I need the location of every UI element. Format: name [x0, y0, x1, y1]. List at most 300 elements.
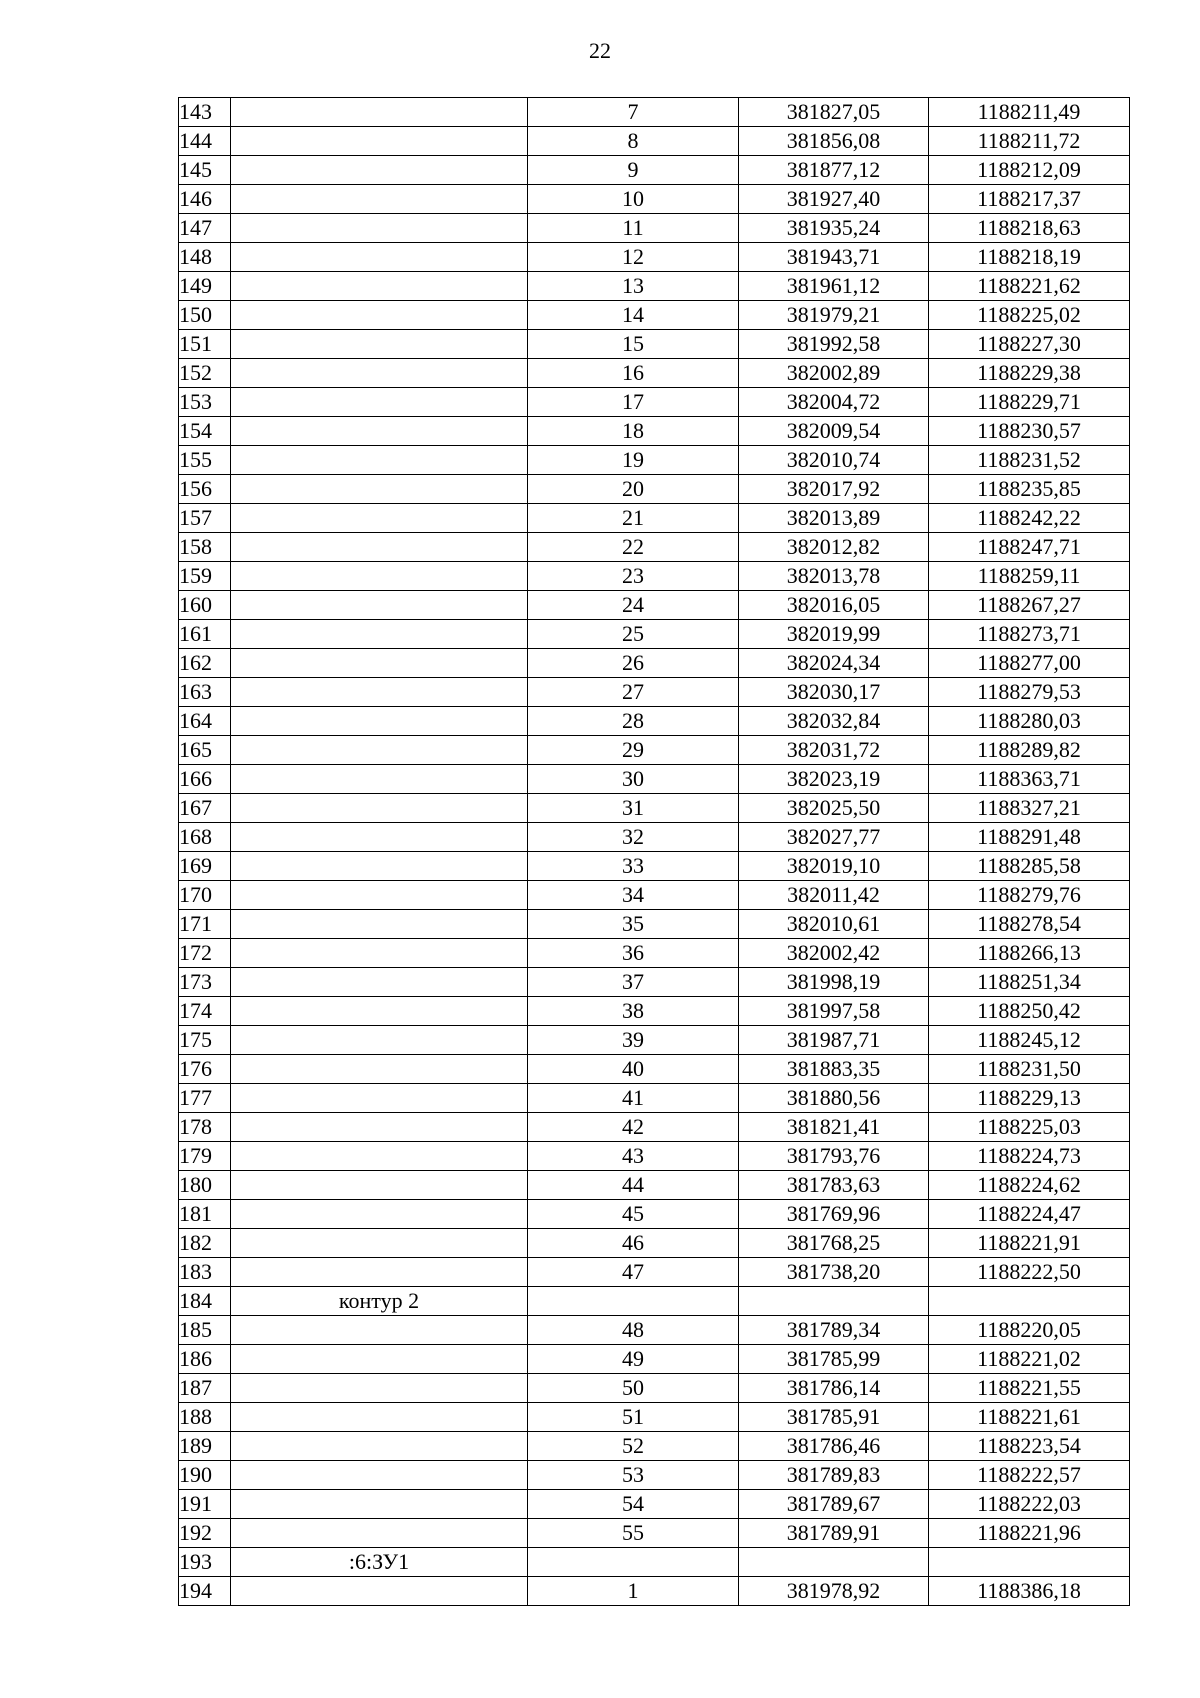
x-coordinate-cell: 382010,61	[739, 910, 929, 939]
row-number-cell: 156	[179, 475, 231, 504]
y-coordinate-cell: 1188223,54	[929, 1432, 1130, 1461]
x-coordinate-cell: 381768,25	[739, 1229, 929, 1258]
table-row	[179, 678, 1130, 707]
contour-name-cell	[231, 359, 528, 388]
point-number-cell: 42	[528, 1113, 739, 1142]
y-coordinate-cell: 1188231,52	[929, 446, 1130, 475]
row-number-cell: 176	[179, 1055, 231, 1084]
y-coordinate-cell: 1188230,57	[929, 417, 1130, 446]
point-number-cell: 21	[528, 504, 739, 533]
point-number-cell: 33	[528, 852, 739, 881]
contour-name-cell	[231, 707, 528, 736]
row-number-cell: 166	[179, 765, 231, 794]
row-number-cell: 193	[179, 1548, 231, 1577]
y-coordinate-cell	[929, 1287, 1130, 1316]
table-row	[179, 997, 1130, 1026]
contour-name-cell	[231, 1577, 528, 1606]
contour-name-cell	[231, 736, 528, 765]
table-row	[179, 1432, 1130, 1461]
point-number-cell: 11	[528, 214, 739, 243]
row-number-cell: 168	[179, 823, 231, 852]
x-coordinate-cell: 381785,91	[739, 1403, 929, 1432]
row-number-cell: 170	[179, 881, 231, 910]
x-coordinate-cell: 381789,83	[739, 1461, 929, 1490]
point-number-cell: 38	[528, 997, 739, 1026]
contour-name-cell	[231, 910, 528, 939]
row-number-cell: 153	[179, 388, 231, 417]
x-coordinate-cell: 381987,71	[739, 1026, 929, 1055]
point-number-cell: 53	[528, 1461, 739, 1490]
contour-name-cell	[231, 388, 528, 417]
table-row	[179, 214, 1130, 243]
contour-name-cell	[231, 417, 528, 446]
table-row	[179, 1548, 1130, 1577]
table-row	[179, 127, 1130, 156]
y-coordinate-cell: 1188217,37	[929, 185, 1130, 214]
row-number-cell: 161	[179, 620, 231, 649]
table-row	[179, 823, 1130, 852]
table-row	[179, 446, 1130, 475]
x-coordinate-cell: 382002,89	[739, 359, 929, 388]
row-number-cell: 152	[179, 359, 231, 388]
row-number-cell: 175	[179, 1026, 231, 1055]
x-coordinate-cell: 382024,34	[739, 649, 929, 678]
contour-name-cell	[231, 1113, 528, 1142]
point-number-cell: 36	[528, 939, 739, 968]
x-coordinate-cell: 381992,58	[739, 330, 929, 359]
row-number-cell: 162	[179, 649, 231, 678]
point-number-cell: 48	[528, 1316, 739, 1345]
contour-name-cell	[231, 1171, 528, 1200]
contour-name-cell	[231, 1055, 528, 1084]
y-coordinate-cell: 1188227,30	[929, 330, 1130, 359]
x-coordinate-cell: 382013,78	[739, 562, 929, 591]
table-row	[179, 1026, 1130, 1055]
row-number-cell: 154	[179, 417, 231, 446]
point-number-cell	[528, 1287, 739, 1316]
table-row	[179, 1113, 1130, 1142]
contour-name-cell	[231, 620, 528, 649]
contour-name-cell	[231, 968, 528, 997]
x-coordinate-cell: 381821,41	[739, 1113, 929, 1142]
contour-name-cell	[231, 1461, 528, 1490]
table-row	[179, 1403, 1130, 1432]
row-number-cell: 184	[179, 1287, 231, 1316]
table-row	[179, 243, 1130, 272]
table-row	[179, 707, 1130, 736]
point-number-cell: 7	[528, 98, 739, 127]
contour-name-cell	[231, 127, 528, 156]
table-row	[179, 794, 1130, 823]
contour-name-cell	[231, 1316, 528, 1345]
contour-name-cell	[231, 301, 528, 330]
row-number-cell: 146	[179, 185, 231, 214]
x-coordinate-cell	[739, 1287, 929, 1316]
x-coordinate-cell: 381880,56	[739, 1084, 929, 1113]
x-coordinate-cell: 382010,74	[739, 446, 929, 475]
row-number-cell: 188	[179, 1403, 231, 1432]
contour-name-cell	[231, 1084, 528, 1113]
x-coordinate-cell: 382011,42	[739, 881, 929, 910]
x-coordinate-cell: 381789,67	[739, 1490, 929, 1519]
point-number-cell: 15	[528, 330, 739, 359]
table-row	[179, 881, 1130, 910]
y-coordinate-cell: 1188224,47	[929, 1200, 1130, 1229]
table-row	[179, 1490, 1130, 1519]
table-row	[179, 156, 1130, 185]
x-coordinate-cell: 381769,96	[739, 1200, 929, 1229]
x-coordinate-cell: 382016,05	[739, 591, 929, 620]
x-coordinate-cell: 382027,77	[739, 823, 929, 852]
table-row	[179, 852, 1130, 881]
x-coordinate-cell: 381827,05	[739, 98, 929, 127]
table-row	[179, 562, 1130, 591]
row-number-cell: 169	[179, 852, 231, 881]
table-row	[179, 388, 1130, 417]
point-number-cell: 31	[528, 794, 739, 823]
y-coordinate-cell: 1188221,02	[929, 1345, 1130, 1374]
y-coordinate-cell: 1188222,57	[929, 1461, 1130, 1490]
x-coordinate-cell: 381786,46	[739, 1432, 929, 1461]
table-row	[179, 98, 1130, 127]
point-number-cell: 25	[528, 620, 739, 649]
contour-name-cell	[231, 533, 528, 562]
row-number-cell: 159	[179, 562, 231, 591]
row-number-cell: 179	[179, 1142, 231, 1171]
y-coordinate-cell: 1188250,42	[929, 997, 1130, 1026]
row-number-cell: 155	[179, 446, 231, 475]
y-coordinate-cell: 1188247,71	[929, 533, 1130, 562]
point-number-cell: 55	[528, 1519, 739, 1548]
point-number-cell: 19	[528, 446, 739, 475]
y-coordinate-cell: 1188242,22	[929, 504, 1130, 533]
y-coordinate-cell: 1188251,34	[929, 968, 1130, 997]
y-coordinate-cell: 1188245,12	[929, 1026, 1130, 1055]
x-coordinate-cell: 381789,34	[739, 1316, 929, 1345]
x-coordinate-cell: 381979,21	[739, 301, 929, 330]
table-row	[179, 1374, 1130, 1403]
contour-name-cell	[231, 997, 528, 1026]
row-number-cell: 144	[179, 127, 231, 156]
table-row	[179, 1055, 1130, 1084]
table-row	[179, 620, 1130, 649]
x-coordinate-cell: 382009,54	[739, 417, 929, 446]
x-coordinate-cell: 382012,82	[739, 533, 929, 562]
contour-name-cell: контур 2	[231, 1287, 528, 1316]
point-number-cell: 16	[528, 359, 739, 388]
table-row	[179, 1461, 1130, 1490]
row-number-cell: 194	[179, 1577, 231, 1606]
y-coordinate-cell: 1188218,63	[929, 214, 1130, 243]
contour-name-cell	[231, 98, 528, 127]
point-number-cell: 12	[528, 243, 739, 272]
row-number-cell: 165	[179, 736, 231, 765]
table-row	[179, 301, 1130, 330]
x-coordinate-cell: 381738,20	[739, 1258, 929, 1287]
y-coordinate-cell: 1188285,58	[929, 852, 1130, 881]
row-number-cell: 182	[179, 1229, 231, 1258]
row-number-cell: 174	[179, 997, 231, 1026]
contour-name-cell	[231, 243, 528, 272]
y-coordinate-cell: 1188280,03	[929, 707, 1130, 736]
y-coordinate-cell: 1188259,11	[929, 562, 1130, 591]
y-coordinate-cell: 1188229,13	[929, 1084, 1130, 1113]
x-coordinate-cell: 381785,99	[739, 1345, 929, 1374]
contour-name-cell	[231, 1403, 528, 1432]
coordinates-table-body	[179, 98, 1130, 1606]
y-coordinate-cell: 1188221,96	[929, 1519, 1130, 1548]
table-row	[179, 1171, 1130, 1200]
contour-name-cell	[231, 881, 528, 910]
y-coordinate-cell: 1188289,82	[929, 736, 1130, 765]
y-coordinate-cell: 1188221,61	[929, 1403, 1130, 1432]
y-coordinate-cell: 1188224,62	[929, 1171, 1130, 1200]
table-row	[179, 359, 1130, 388]
point-number-cell: 13	[528, 272, 739, 301]
table-row	[179, 910, 1130, 939]
row-number-cell: 143	[179, 98, 231, 127]
y-coordinate-cell: 1188279,53	[929, 678, 1130, 707]
row-number-cell: 189	[179, 1432, 231, 1461]
contour-name-cell	[231, 330, 528, 359]
x-coordinate-cell: 381856,08	[739, 127, 929, 156]
x-coordinate-cell: 382017,92	[739, 475, 929, 504]
y-coordinate-cell: 1188231,50	[929, 1055, 1130, 1084]
contour-name-cell	[231, 272, 528, 301]
point-number-cell: 39	[528, 1026, 739, 1055]
point-number-cell: 22	[528, 533, 739, 562]
table-row	[179, 736, 1130, 765]
y-coordinate-cell: 1188218,19	[929, 243, 1130, 272]
y-coordinate-cell: 1188277,00	[929, 649, 1130, 678]
contour-name-cell	[231, 562, 528, 591]
contour-name-cell	[231, 1432, 528, 1461]
contour-name-cell	[231, 678, 528, 707]
row-number-cell: 147	[179, 214, 231, 243]
contour-name-cell	[231, 591, 528, 620]
x-coordinate-cell: 382002,42	[739, 939, 929, 968]
y-coordinate-cell	[929, 1548, 1130, 1577]
row-number-cell: 150	[179, 301, 231, 330]
row-number-cell: 167	[179, 794, 231, 823]
table-row	[179, 1258, 1130, 1287]
x-coordinate-cell: 381998,19	[739, 968, 929, 997]
point-number-cell: 32	[528, 823, 739, 852]
y-coordinate-cell: 1188273,71	[929, 620, 1130, 649]
row-number-cell: 183	[179, 1258, 231, 1287]
point-number-cell: 9	[528, 156, 739, 185]
x-coordinate-cell: 381877,12	[739, 156, 929, 185]
x-coordinate-cell: 381786,14	[739, 1374, 929, 1403]
y-coordinate-cell: 1188225,03	[929, 1113, 1130, 1142]
y-coordinate-cell: 1188386,18	[929, 1577, 1130, 1606]
row-number-cell: 171	[179, 910, 231, 939]
row-number-cell: 173	[179, 968, 231, 997]
row-number-cell: 157	[179, 504, 231, 533]
point-number-cell: 34	[528, 881, 739, 910]
contour-name-cell	[231, 1519, 528, 1548]
table-row	[179, 968, 1130, 997]
point-number-cell: 27	[528, 678, 739, 707]
x-coordinate-cell: 382023,19	[739, 765, 929, 794]
y-coordinate-cell: 1188221,91	[929, 1229, 1130, 1258]
row-number-cell: 191	[179, 1490, 231, 1519]
row-number-cell: 181	[179, 1200, 231, 1229]
row-number-cell: 158	[179, 533, 231, 562]
table-row	[179, 1229, 1130, 1258]
row-number-cell: 185	[179, 1316, 231, 1345]
point-number-cell: 49	[528, 1345, 739, 1374]
y-coordinate-cell: 1188363,71	[929, 765, 1130, 794]
x-coordinate-cell: 381978,92	[739, 1577, 929, 1606]
point-number-cell: 10	[528, 185, 739, 214]
row-number-cell: 160	[179, 591, 231, 620]
contour-name-cell	[231, 1200, 528, 1229]
table-row	[179, 1345, 1130, 1374]
table-row	[179, 1287, 1130, 1316]
x-coordinate-cell: 382025,50	[739, 794, 929, 823]
point-number-cell: 18	[528, 417, 739, 446]
point-number-cell: 20	[528, 475, 739, 504]
table-row	[179, 272, 1130, 301]
table-row	[179, 475, 1130, 504]
contour-name-cell	[231, 1490, 528, 1519]
point-number-cell: 23	[528, 562, 739, 591]
contour-name-cell	[231, 1142, 528, 1171]
row-number-cell: 164	[179, 707, 231, 736]
row-number-cell: 177	[179, 1084, 231, 1113]
y-coordinate-cell: 1188266,13	[929, 939, 1130, 968]
y-coordinate-cell: 1188279,76	[929, 881, 1130, 910]
contour-name-cell	[231, 185, 528, 214]
y-coordinate-cell: 1188211,49	[929, 98, 1130, 127]
point-number-cell: 26	[528, 649, 739, 678]
contour-name-cell	[231, 649, 528, 678]
y-coordinate-cell: 1188291,48	[929, 823, 1130, 852]
x-coordinate-cell: 381961,12	[739, 272, 929, 301]
x-coordinate-cell: 381783,63	[739, 1171, 929, 1200]
x-coordinate-cell: 382019,99	[739, 620, 929, 649]
y-coordinate-cell: 1188267,27	[929, 591, 1130, 620]
point-number-cell: 52	[528, 1432, 739, 1461]
y-coordinate-cell: 1188225,02	[929, 301, 1130, 330]
row-number-cell: 172	[179, 939, 231, 968]
contour-name-cell	[231, 1026, 528, 1055]
point-number-cell: 29	[528, 736, 739, 765]
y-coordinate-cell: 1188212,09	[929, 156, 1130, 185]
point-number-cell: 43	[528, 1142, 739, 1171]
point-number-cell: 1	[528, 1577, 739, 1606]
table-row	[179, 1084, 1130, 1113]
point-number-cell: 30	[528, 765, 739, 794]
point-number-cell: 41	[528, 1084, 739, 1113]
table-row	[179, 1316, 1130, 1345]
row-number-cell: 186	[179, 1345, 231, 1374]
contour-name-cell	[231, 475, 528, 504]
contour-name-cell	[231, 852, 528, 881]
y-coordinate-cell: 1188211,72	[929, 127, 1130, 156]
table-row	[179, 591, 1130, 620]
x-coordinate-cell: 381883,35	[739, 1055, 929, 1084]
page-number: 22	[589, 38, 611, 63]
contour-name-cell	[231, 156, 528, 185]
x-coordinate-cell: 382004,72	[739, 388, 929, 417]
contour-name-cell	[231, 446, 528, 475]
y-coordinate-cell: 1188235,85	[929, 475, 1130, 504]
y-coordinate-cell: 1188220,05	[929, 1316, 1130, 1345]
table-row	[179, 765, 1130, 794]
x-coordinate-cell: 381793,76	[739, 1142, 929, 1171]
row-number-cell: 151	[179, 330, 231, 359]
point-number-cell: 47	[528, 1258, 739, 1287]
point-number-cell: 51	[528, 1403, 739, 1432]
table-row	[179, 1142, 1130, 1171]
x-coordinate-cell: 382031,72	[739, 736, 929, 765]
row-number-cell: 148	[179, 243, 231, 272]
x-coordinate-cell: 382013,89	[739, 504, 929, 533]
y-coordinate-cell: 1188278,54	[929, 910, 1130, 939]
point-number-cell: 54	[528, 1490, 739, 1519]
x-coordinate-cell: 382032,84	[739, 707, 929, 736]
point-number-cell: 14	[528, 301, 739, 330]
row-number-cell: 178	[179, 1113, 231, 1142]
point-number-cell: 44	[528, 1171, 739, 1200]
contour-name-cell	[231, 1374, 528, 1403]
y-coordinate-cell: 1188229,71	[929, 388, 1130, 417]
y-coordinate-cell: 1188222,50	[929, 1258, 1130, 1287]
contour-name-cell	[231, 504, 528, 533]
table-row	[179, 533, 1130, 562]
row-number-cell: 145	[179, 156, 231, 185]
y-coordinate-cell: 1188327,21	[929, 794, 1130, 823]
contour-name-cell: :6:ЗУ1	[231, 1548, 528, 1577]
y-coordinate-cell: 1188229,38	[929, 359, 1130, 388]
table-row	[179, 330, 1130, 359]
y-coordinate-cell: 1188224,73	[929, 1142, 1130, 1171]
table-row	[179, 504, 1130, 533]
table-row	[179, 1519, 1130, 1548]
contour-name-cell	[231, 1229, 528, 1258]
point-number-cell: 37	[528, 968, 739, 997]
point-number-cell: 50	[528, 1374, 739, 1403]
contour-name-cell	[231, 1345, 528, 1374]
contour-name-cell	[231, 765, 528, 794]
contour-name-cell	[231, 1258, 528, 1287]
x-coordinate-cell: 381997,58	[739, 997, 929, 1026]
row-number-cell: 163	[179, 678, 231, 707]
x-coordinate-cell: 382030,17	[739, 678, 929, 707]
point-number-cell: 8	[528, 127, 739, 156]
contour-name-cell	[231, 939, 528, 968]
row-number-cell: 190	[179, 1461, 231, 1490]
y-coordinate-cell: 1188221,55	[929, 1374, 1130, 1403]
table-row	[179, 649, 1130, 678]
point-number-cell: 40	[528, 1055, 739, 1084]
table-row	[179, 417, 1130, 446]
coordinates-table	[178, 97, 1130, 1606]
point-number-cell: 28	[528, 707, 739, 736]
contour-name-cell	[231, 794, 528, 823]
row-number-cell: 149	[179, 272, 231, 301]
contour-name-cell	[231, 823, 528, 852]
x-coordinate-cell: 381935,24	[739, 214, 929, 243]
contour-name-cell	[231, 214, 528, 243]
row-number-cell: 187	[179, 1374, 231, 1403]
table-row	[179, 1577, 1130, 1606]
x-coordinate-cell: 381943,71	[739, 243, 929, 272]
point-number-cell: 35	[528, 910, 739, 939]
row-number-cell: 180	[179, 1171, 231, 1200]
